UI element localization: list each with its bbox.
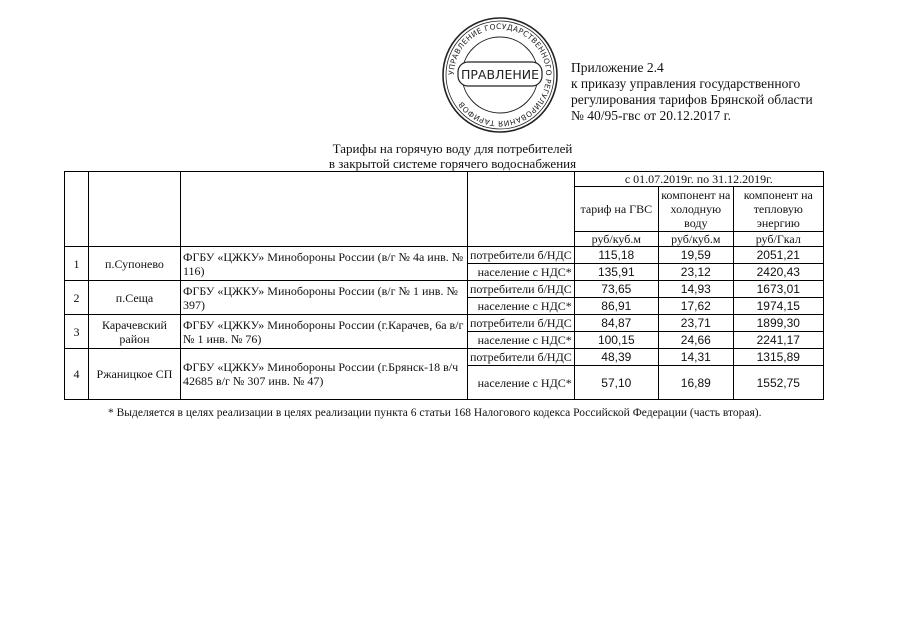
table-row (65, 281, 824, 298)
seal-icon (440, 15, 560, 135)
value-cell: 84,87 (574, 315, 658, 332)
document-title (0, 141, 905, 171)
table-row (65, 247, 824, 264)
organization: ФГБУ «ЦЖКУ» Минобороны России (г.Карачев, 6а в/г № 1 инв. № 76) (181, 315, 468, 349)
value-cell: 57,10 (574, 366, 658, 400)
row-number: 1 (65, 247, 89, 281)
value-cell: 86,91 (574, 298, 658, 315)
seal-ring-text: УПРАВЛЕНИЕ ГОСУДАРСТВЕННОГО РЕГУЛИРОВАНИЯ ТАРИФОВ (446, 21, 554, 129)
value-cell: 115,18 (574, 247, 658, 264)
consumer-category: население с НДС* (468, 366, 575, 400)
value-cell: 2051,21 (733, 247, 823, 264)
consumer-category: потребители б/НДС (468, 349, 575, 366)
header-blank (181, 172, 468, 247)
period-header: с 01.07.2019г. по 31.12.2019г. (574, 172, 823, 187)
value-cell: 1315,89 (733, 349, 823, 366)
value-cell: 2420,43 (733, 264, 823, 281)
value-cell: 1673,01 (733, 281, 823, 298)
value-cell: 1552,75 (733, 366, 823, 400)
appendix-line: регулирования тарифов Брянской области (571, 92, 813, 107)
tariff-table (64, 171, 824, 400)
locality: п.Сеща (89, 281, 181, 315)
row-number: 2 (65, 281, 89, 315)
consumer-category: население с НДС* (468, 264, 575, 281)
table-row (65, 349, 824, 366)
consumer-category: потребители б/НДС (468, 281, 575, 298)
header-blank (65, 172, 89, 247)
column-header: компонент на холодную воду (658, 187, 733, 232)
unit-header: руб/Гкал (733, 232, 823, 247)
value-cell: 135,91 (574, 264, 658, 281)
column-header: компонент на тепловую энергию (733, 187, 823, 232)
appendix-line: № 40/95-гвс от 20.12.2017 г. (571, 108, 732, 123)
unit-header: руб/куб.м (574, 232, 658, 247)
seal-center-text: ПРАВЛЕНИЕ (460, 67, 540, 82)
organization: ФГБУ «ЦЖКУ» Минобороны России (г.Брянск-18 в/ч 42685 в/г № 307 инв. № 47) (181, 349, 468, 400)
footnote: * Выделяется в целях реализации в целях реализации пункта 6 статьи 168 Налогового кодекса Российской Федерации (часть вторая). (108, 407, 762, 419)
value-cell: 2241,17 (733, 332, 823, 349)
title-line: в закрытой системе горячего водоснабжения (328, 156, 577, 171)
appendix-line: к приказу управления государственного (571, 76, 801, 91)
row-number: 4 (65, 349, 89, 400)
value-cell: 23,12 (658, 264, 733, 281)
organization: ФГБУ «ЦЖКУ» Минобороны России (в/г № 4а инв. № 116) (181, 247, 468, 281)
header-blank (89, 172, 181, 247)
row-number: 3 (65, 315, 89, 349)
consumer-category: потребители б/НДС (468, 315, 575, 332)
appendix-header (571, 60, 813, 124)
value-cell: 17,62 (658, 298, 733, 315)
value-cell: 24,66 (658, 332, 733, 349)
value-cell: 1974,15 (733, 298, 823, 315)
table-row (65, 315, 824, 332)
consumer-category: потребители б/НДС (468, 247, 575, 264)
value-cell: 48,39 (574, 349, 658, 366)
value-cell: 14,31 (658, 349, 733, 366)
unit-header: руб/куб.м (658, 232, 733, 247)
value-cell: 14,93 (658, 281, 733, 298)
official-seal (440, 15, 560, 135)
value-cell: 23,71 (658, 315, 733, 332)
value-cell: 73,65 (574, 281, 658, 298)
consumer-category: население с НДС* (468, 332, 575, 349)
locality: Карачевский район (89, 315, 181, 349)
value-cell: 19,59 (658, 247, 733, 264)
organization: ФГБУ «ЦЖКУ» Минобороны России (в/г № 1 инв. № 397) (181, 281, 468, 315)
consumer-category: население с НДС* (468, 298, 575, 315)
title-line: Тарифы на горячую воду для потребителей (332, 141, 573, 156)
appendix-line: Приложение 2.4 (571, 60, 664, 75)
value-cell: 16,89 (658, 366, 733, 400)
value-cell: 1899,30 (733, 315, 823, 332)
locality: п.Супонево (89, 247, 181, 281)
value-cell: 100,15 (574, 332, 658, 349)
column-header: тариф на ГВС (574, 187, 658, 232)
locality: Ржаницкое СП (89, 349, 181, 400)
header-blank (468, 172, 575, 247)
